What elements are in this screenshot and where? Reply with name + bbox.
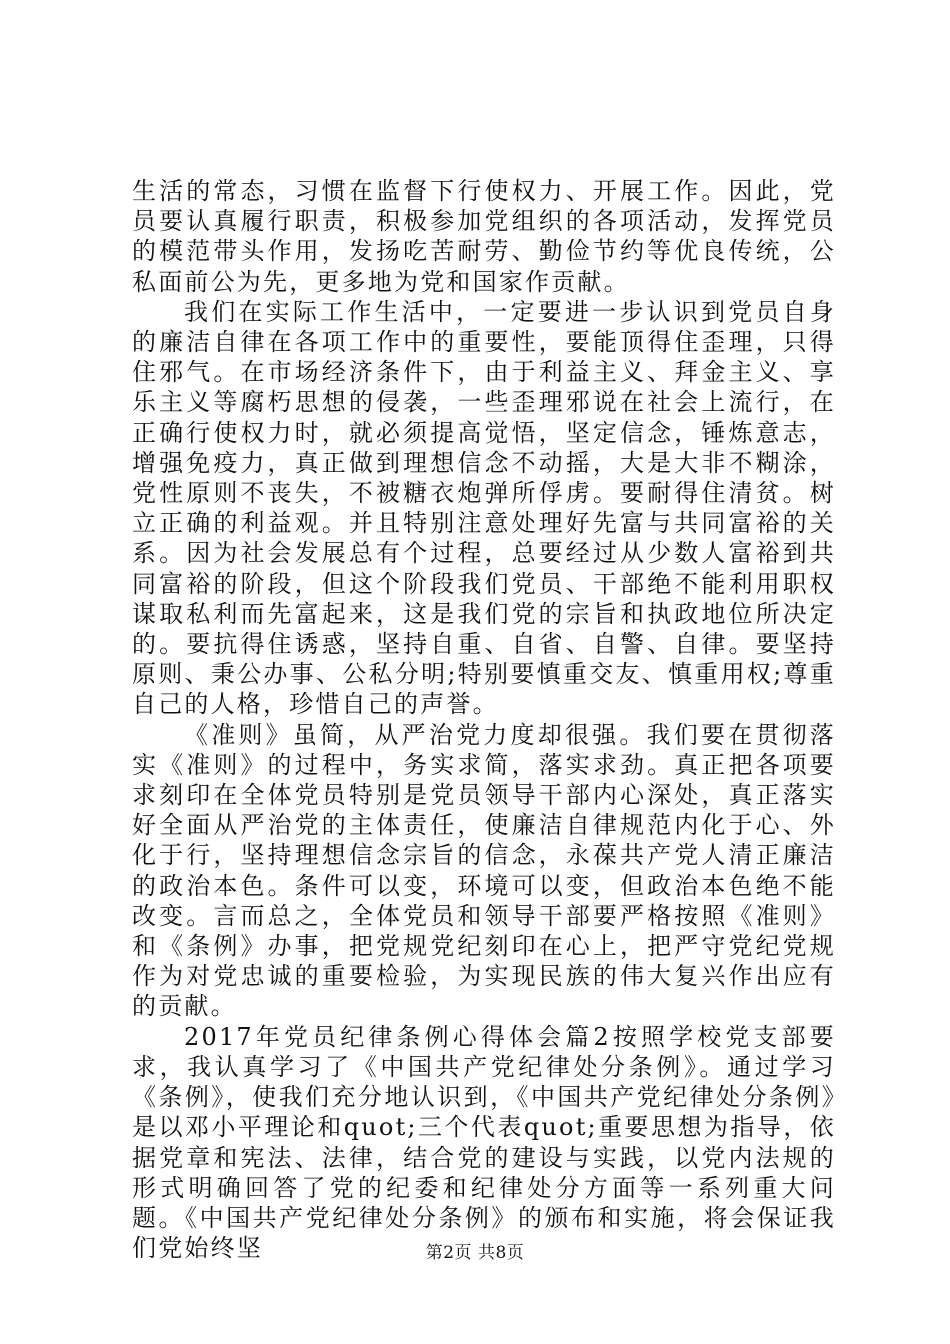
paragraph-continuation: 生活的常态，习惯在监督下行使权力、开展工作。因此，党员要认真履行职责，积极参加党组织的各项活动，发挥党员的模范带头作用，发扬吃苦耐劳、勤俭节约等优良传统，公私面前公为先，更多地为党和国家作贡献。 xyxy=(132,177,836,296)
paragraph-integrity: 我们在实际工作生活中，一定要进一步认识到党员自身的廉洁自律在各项工作中的重要性，要能顶得住歪理，只得住邪气。在市场经济条件下，由于利益主义、拜金主义、享乐主义等腐朽思想的侵袭，一些歪理邪说在社会上流行，在正确行使权力时，就必须提高觉悟，坚定信念，锤炼意志，增强免疫力，真正做到理想信念不动摇，大是大非不糊涂，党性原则不丧失，不被糖衣炮弹所俘虏。要耐得住清贫。树立正确的利益观。并且特别注意处理好先富与共同富裕的关系。因为社会发展总有个过程，总要经过从少数人富裕到共同富裕的阶段，但这个阶段我们党员、干部绝不能利用职权谋取私利而先富起来，这是我们党的宗旨和执政地位所决定的。要抗得住诱惑，坚持自重、自省、自警、自律。要坚持原则、秉公办事、公私分明;特别要慎重交友、慎重用权;尊重自己的人格，珍惜自己的声誉。 xyxy=(132,297,836,719)
page-number-footer: 第2页 共8页 xyxy=(425,1243,525,1263)
paragraph-part-2: 2017年党员纪律条例心得体会篇2按照学校党支部要求，我认真学习了《中国共产党纪律处分条例》。通过学习《条例》，使我们充分地认识到，《中国共产党纪律处分条例》是以邓小平理论和quot;三个代表quot;重要思想为指导，依据党章和宪法、法律，结合党的建设与实践，以党内法规的形式明确回答了党的纪委和纪律处分方面等一系列重大问题。《中国共产党纪律处分条例》的颁布和实施，将会保证我们党始终坚 xyxy=(132,1022,836,1263)
paragraph-guidelines: 《准则》虽简，从严治党力度却很强。我们要在贯彻落实《准则》的过程中，务实求简，落实求劲。真正把各项要求刻印在全体党员特别是党员领导干部内心深处，真正落实好全面从严治党的主体责任，使廉洁自律规范内化于心、外化于行，坚持理想信念宗旨的信念，永葆共产党人清正廉洁的政治本色。条件可以变，环境可以变，但政治本色绝不能改变。言而总之，全体党员和领导干部要严格按照《准则》和《条例》办事，把党规党纪刻印在心上，把严守党纪党规作为对党忠诚的重要检验，为实现民族的伟大复兴作出应有的贡献。 xyxy=(132,720,836,1021)
document-body xyxy=(132,176,836,1263)
